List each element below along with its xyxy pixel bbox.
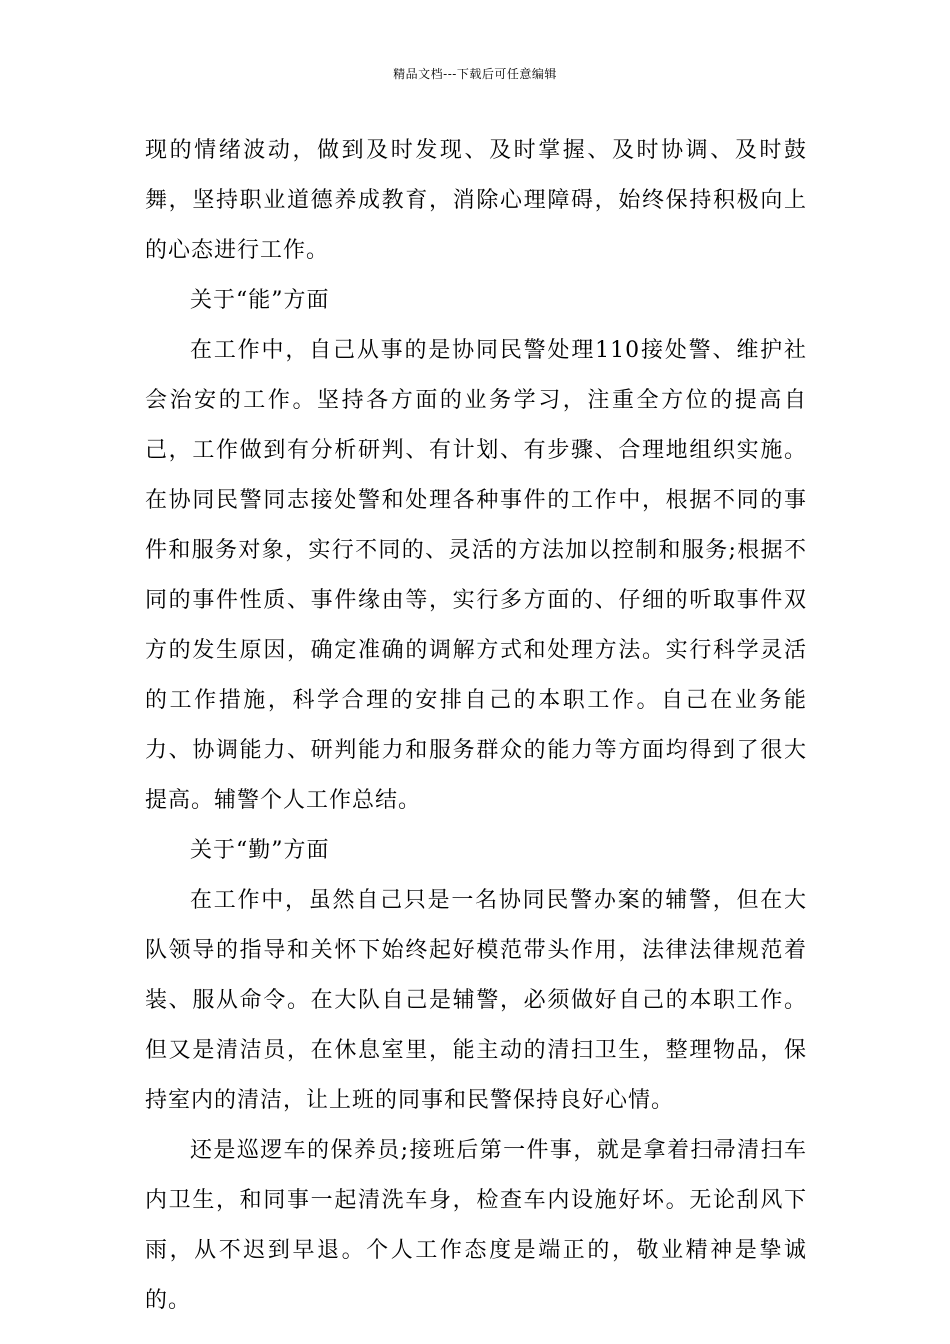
page-header: 精品文档---下载后可任意编辑 [393, 67, 557, 81]
paragraph-ability: 在工作中，自己从事的是协同民警处理110接处警、维护社会治安的工作。坚持各方面的业务学习，注重全方位的提高自己，工作做到有分析研判、有计划、有步骤、合理地组织实施。在协同民警同志接处警和处理各种事件的工作中，根据不同的事件和服务对象，实行不同的、灵活的方法加以控制和服务;根据不同的事件性质、事件缘由等，实行多方面的、仔细的听取事件双方的发生原因，确定准确的调解方式和处理方法。实行科学灵活的工作措施，科学合理的安排自己的本职工作。自己在业务能力、协调能力、研判能力和服务群众的能力等方面均得到了很大提高。辅警个人工作总结。 [145, 338, 807, 813]
document-body [145, 126, 807, 1326]
paragraph-patrol-car: 还是巡逻车的保养员;接班后第一件事，就是拿着扫帚清扫车内卫生，和同事一起清洗车身，检查车内设施好坏。无论刮风下雨，从不迟到早退。个人工作态度是端正的，敬业精神是挚诚的。 [145, 1138, 807, 1313]
paragraph-intro-continuation: 现的情绪波动，做到及时发现、及时掌握、及时协调、及时鼓舞，坚持职业道德养成教育，消除心理障碍，始终保持积极向上的心态进行工作。 [145, 138, 807, 263]
paragraph-diligence: 在工作中，虽然自己只是一名协同民警办案的辅警，但在大队领导的指导和关怀下始终起好模范带头作用，法律法律规范着装、服从命令。在大队自己是辅警，必须做好自己的本职工作。但又是清洁员，在休息室里，能主动的清扫卫生，整理物品，保持室内的清洁，让上班的同事和民警保持良好心情。 [145, 888, 807, 1113]
section-heading-diligence: 关于“勤”方面 [190, 838, 330, 863]
section-heading-ability: 关于“能”方面 [190, 288, 330, 313]
